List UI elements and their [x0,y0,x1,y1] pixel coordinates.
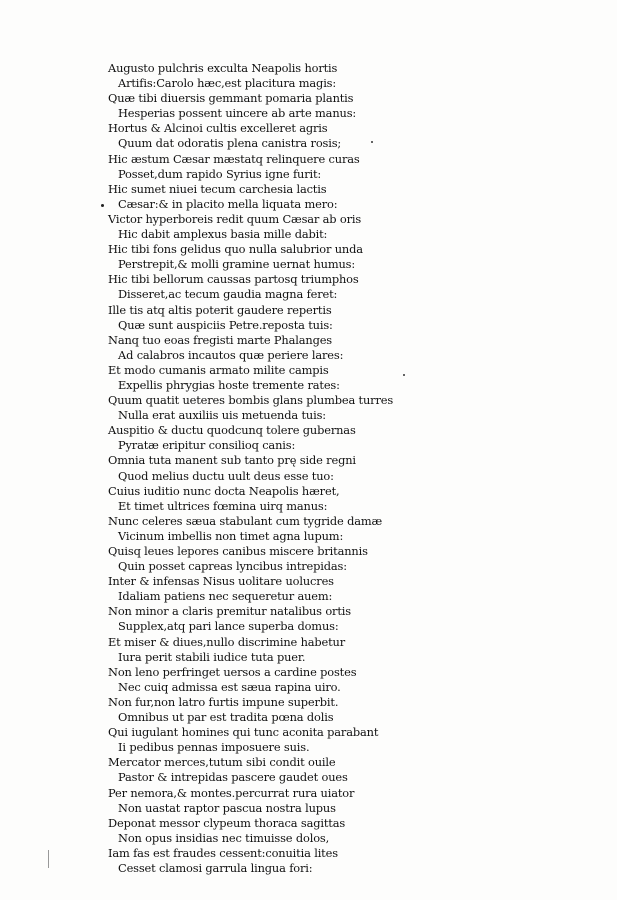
poem-line: Ad calabros incautos quæ periere lares: [118,347,344,362]
poem-line: Non minor a claris premitur natalibus ortis [108,604,351,619]
poem-line: Non opus insidias nec timuisse dolos, [118,830,330,845]
poem-line: Hortus & Alcinoi cultis excelleret agris [108,121,328,136]
poem-line: Quum quatit ueteres bombis glans plumbea turres [108,393,394,408]
poem-line: Nulla erat auxiliis uis metuenda tuis: [118,408,326,423]
poem-line: Hic æstum Cæsar mæstatq relinquere curas [108,151,360,166]
poem-line: Inter & infensas Nisus uolitare uolucres [108,574,334,589]
poem-line: Ille tis atq altis poterit gaudere repertis [108,302,332,317]
poem-line: Deponat messor clypeum thoraca sagittas [108,815,346,830]
poem-line: Artifis:Carolo hæc,est placitura magis: [118,76,337,91]
poem-line: Idaliam patiens nec sequeretur auem: [118,589,333,604]
poem-line: Cuius iuditio nunc docta Neapolis hæret, [108,483,340,498]
poem-line: Ii pedibus pennas imposuere suis. [118,740,310,755]
poem-line: Non leno perfringet uersos a cardine postes [108,664,357,679]
poem-line: Nunc celeres sæua stabulant cum tygride damæ [108,513,383,528]
poem-line: Auspitio & ductu quodcunq tolere gubernas [108,423,356,438]
poem-line: Nanq tuo eoas fregisti marte Phalanges [108,332,332,347]
poem-line: Hic tibi bellorum caussas partosq triumphos [108,272,359,287]
poem-line: Per nemora,& montes.percurrat rura uiator [108,785,355,800]
margin-mark [101,204,104,207]
poem-line: Perstrepit,& molli gramine uernat humus: [118,257,356,272]
poem-line: Qui iugulant homines qui tunc aconita parabant [108,725,379,740]
poem-line: Nec cuiq admissa est sæua rapina uiro. [118,679,341,694]
poem-line: Hesperias possent uincere ab arte manus: [118,106,357,121]
poem-line: Hic tibi fons gelidus quo nulla salubrior unda [108,242,363,257]
poem-line: Cesset clamosi garrula lingua fori: [118,860,313,875]
poem-line: Iura perit stabili iudice tuta puer. [118,649,306,664]
poem-line: Iam fas est fraudes cessent:conuitia lites [108,845,338,860]
poem-line: Hic sumet niuei tecum carchesia lactis [108,181,327,196]
poem-line: Hic dabit amplexus basia mille dabit: [118,227,328,242]
poem-line: Disseret,ac tecum gaudia magna feret: [118,287,338,302]
poem-line: Et miser & diues,nullo discrimine habetur [108,634,346,649]
page-edge-mark [48,850,49,868]
poem-line: Et modo cumanis armato milite campis [108,362,329,377]
poem-line: Quisq leues lepores canibus miscere britannis [108,544,368,558]
poem-line: Quod melius ductu uult deus esse tuo: [118,468,334,483]
poem-line: Posset,dum rapido Syrius igne furit: [118,166,322,181]
poem-line: Mercator merces,tutum sibi condit ouile [108,755,336,770]
poem-line: Quin posset capreas lyncibus intrepidas: [118,559,347,574]
poem-line: Quæ tibi diuersis gemmant pomaria plantis [108,91,354,106]
poem-line: Pastor & intrepidas pascere gaudet oues [118,770,348,785]
poem-line: Non fur,non latro furtis impune superbit. [108,694,339,709]
poem-line: Supplex,atq pari lance superba domus: [118,619,339,634]
poem-line: Expellis phrygias hoste tremente rates: [118,377,340,392]
poem-line: Omnibus ut par est tradita pœna dolis [118,710,334,725]
poem-line: Cæsar:& in placito mella liquata mero: [118,196,338,211]
poem-line: Pyratæ eripitur consilioq canis: [118,438,296,453]
poem-line: Non uastat raptor pascua nostra lupus [118,800,336,815]
poem-line: Quum dat odoratis plena canistra rosis; [118,136,342,151]
poem-line: Vicinum imbellis non timet agna lupum: [118,528,344,543]
poem-line: Omnia tuta manent sub tanto prę side regni [108,453,356,468]
poem-text-block [108,61,408,876]
poem-line: Victor hyperboreis redit quum Cæsar ab oris [108,211,362,226]
poem-line: Et timet ultrices fœmina uirq manus: [118,498,328,513]
poem-line: Quæ sunt auspiciis Petre.reposta tuis: [118,317,333,332]
poem-line: Augusto pulchris exculta Neapolis hortis [108,61,338,75]
